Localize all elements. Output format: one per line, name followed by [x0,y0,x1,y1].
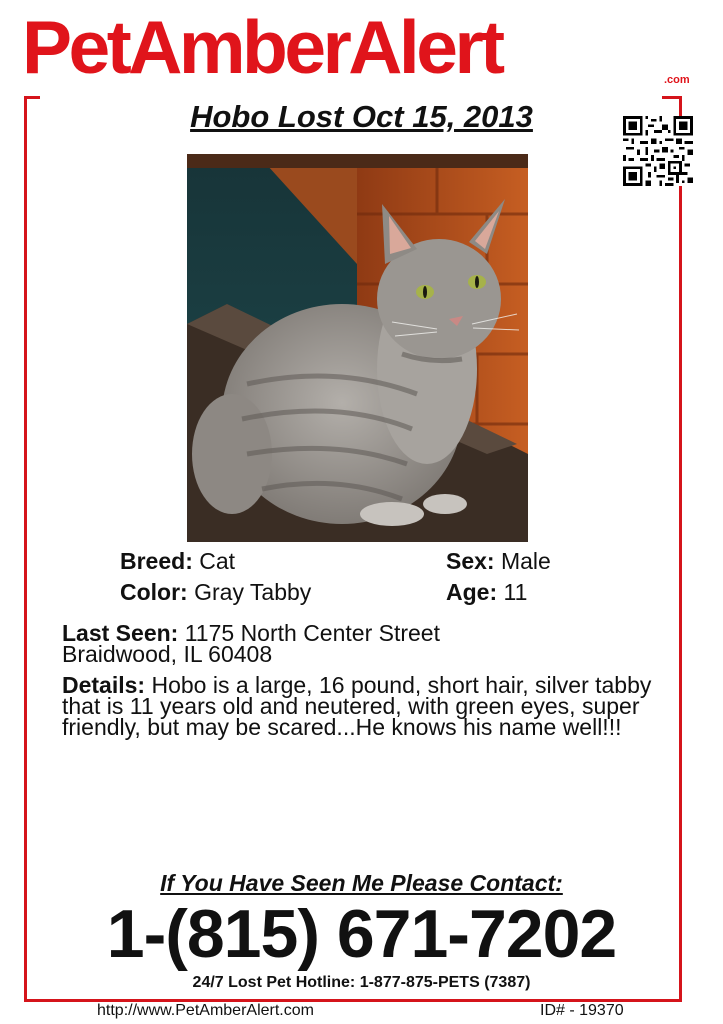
color-label: Color: [120,579,188,605]
details-block [62,672,667,740]
contact-heading: If You Have Seen Me Please Contact: [160,870,563,896]
age-value: 11 [503,579,528,605]
brand-logo-suffix: .com [664,74,690,86]
brand-logo: PetAmberAlert [22,5,502,89]
breed-row [120,547,235,575]
last-seen-label: Last Seen: [62,620,179,646]
hotline-text: 24/7 Lost Pet Hotline: 1-877-875-PETS (7387) [192,974,531,991]
last-seen-block [62,620,682,667]
contact-phone[interactable]: 1-(815) 671-7202 [106,896,617,972]
last-seen-line2: Braidwood, IL 60408 [62,641,273,667]
color-value: Gray Tabby [194,579,312,605]
age-label: Age: [446,579,498,605]
details-label: Details: [62,672,146,698]
qr-code-icon[interactable] [623,116,693,186]
footer-url-link[interactable]: http://www.PetAmberAlert.com [97,1002,314,1019]
sex-value: Male [500,548,551,574]
details-text: Hobo is a large, 16 pound, short hair, silver tabby that is 11 years old and neutered, with green eyes, super friendly, but may be scared...He knows his name well!!! [62,672,652,740]
poster-title: Hobo Lost Oct 15, 2013 [190,99,533,134]
sex-row [446,547,551,575]
color-row [120,578,311,606]
sex-label: Sex: [446,548,495,574]
last-seen-line1: 1175 North Center Street [184,620,440,646]
breed-label: Breed: [120,548,193,574]
breed-value: Cat [199,548,236,574]
footer-id: ID# - 19370 [540,1002,624,1019]
age-row [446,578,527,606]
pet-photo [187,154,528,542]
